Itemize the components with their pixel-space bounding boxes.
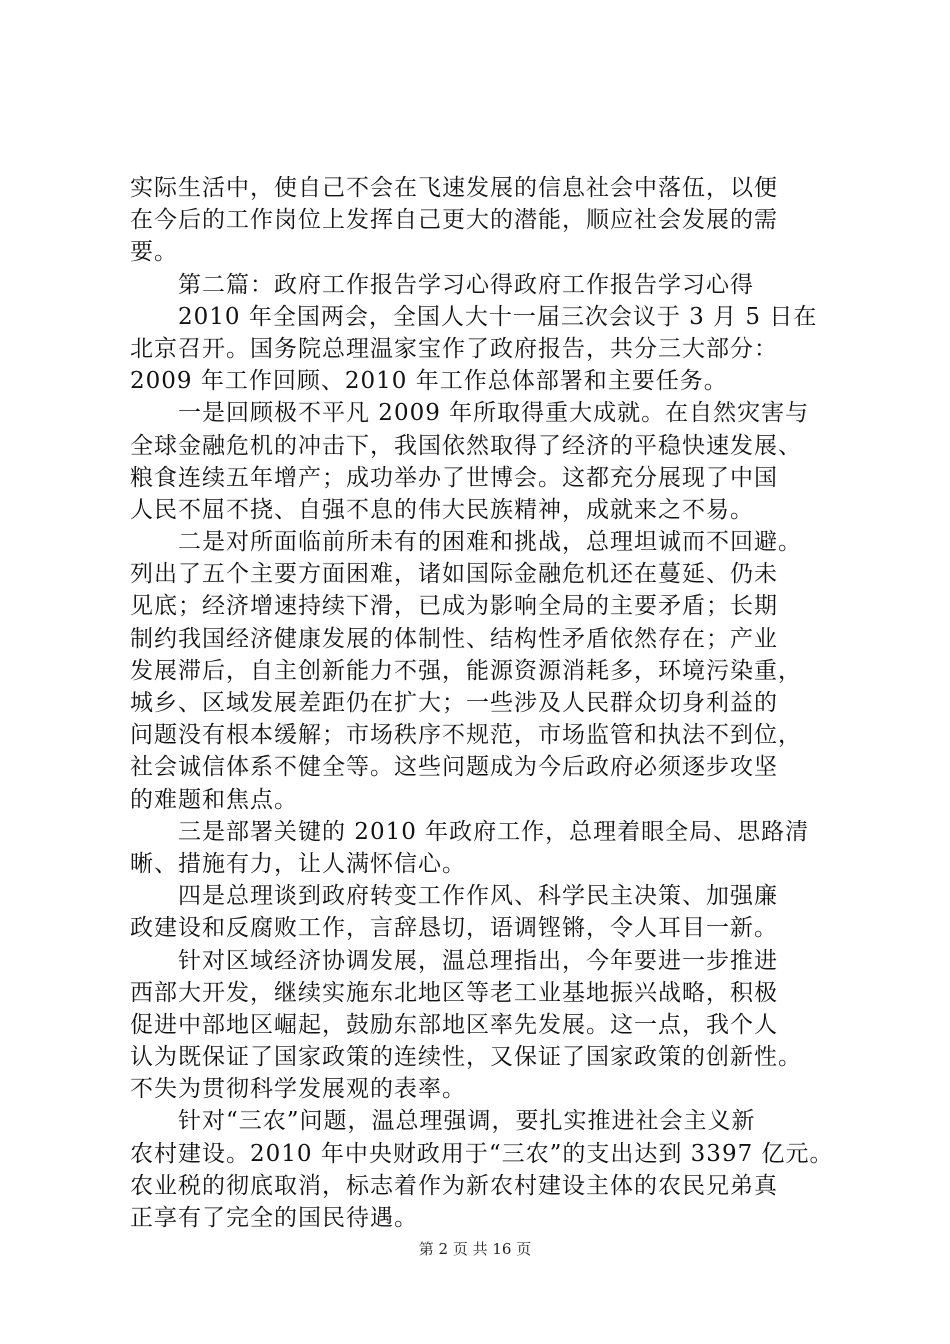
document-body — [130, 172, 834, 1234]
text-line: 针对“三农”问题，温总理强调，要扎实推进社会主义新 — [178, 1108, 756, 1135]
text-line: 二是对所面临前所未有的困难和挑战，总理坦诚而不回避。 — [178, 529, 802, 556]
text-line: 在今后的工作岗位上发挥自己更大的潜能，顺应社会发展的需 — [130, 207, 778, 234]
text-line: 要。 — [130, 239, 178, 266]
text-line: 社会诚信体系不健全等。这些问题成为今后政府必须逐步攻坚 — [130, 754, 778, 781]
text-line: 2010 年全国两会，全国人大十一届三次会议于 3 月 5 日在 — [178, 303, 818, 330]
text-line: 见底；经济增速持续下滑，已成为影响全局的主要矛盾；长期 — [130, 593, 778, 620]
text-line: 的难题和焦点。 — [130, 786, 298, 813]
text-line: 2009 年工作回顾、2010 年工作总体部署和主要任务。 — [130, 368, 728, 395]
section-heading: 第二篇：政府工作报告学习心得政府工作报告学习心得 — [178, 271, 754, 298]
text-line: 针对区域经济协调发展，温总理指出，今年要进一步推进 — [178, 947, 778, 974]
text-line: 不失为贯彻科学发展观的表率。 — [130, 1076, 466, 1103]
text-line: 晰、措施有力，让人满怀信心。 — [130, 850, 466, 877]
text-line: 北京召开。国务院总理温家宝作了政府报告，共分三大部分： — [130, 335, 778, 362]
text-line: 四是总理谈到政府转变工作作风、科学民主决策、加强廉 — [178, 883, 778, 910]
text-line: 认为既保证了国家政策的连续性，又保证了国家政策的创新性。 — [130, 1044, 802, 1071]
text-line: 三是部署关键的 2010 年政府工作，总理着眼全局、思路清 — [178, 818, 810, 845]
text-line: 城乡、区域发展差距仍在扩大；一些涉及人民群众切身利益的 — [130, 690, 778, 716]
text-line: 粮食连续五年增产；成功举办了世博会。这都充分展现了中国 — [130, 464, 778, 491]
text-line: 实际生活中，使自己不会在飞速发展的信息社会中落伍，以便 — [130, 175, 778, 201]
text-line: 问题没有根本缓解；市场秩序不规范，市场监管和执法不到位， — [130, 722, 802, 749]
text-line: 列出了五个主要方面困难，诸如国际金融危机还在蔓延、仍未 — [130, 561, 778, 588]
page-footer: 第 2 页 共 16 页 — [418, 1240, 532, 1258]
text-line: 人民不屈不挠、自强不息的伟大民族精神，成就来之不易。 — [130, 496, 754, 523]
text-line: 正享有了完全的国民待遇。 — [130, 1205, 418, 1231]
text-line: 促进中部地区崛起，鼓励东部地区率先发展。这一点，我个人 — [130, 1011, 778, 1038]
text-line: 发展滞后，自主创新能力不强，能源资源消耗多，环境污染重， — [130, 657, 802, 684]
text-line: 一是回顾极不平凡 2009 年所取得重大成就。在自然灾害与 — [178, 400, 810, 427]
text-line: 西部大开发，继续实施东北地区等老工业基地振兴战略，积极 — [130, 979, 778, 1006]
text-line: 政建设和反腐败工作，言辞恳切，语调铿锵，令人耳目一新。 — [130, 915, 778, 942]
text-line: 制约我国经济健康发展的体制性、结构性矛盾依然存在；产业 — [130, 625, 778, 652]
text-line: 农业税的彻底取消，标志着作为新农村建设主体的农民兄弟真 — [130, 1172, 778, 1199]
text-line: 全球金融危机的冲击下，我国依然取得了经济的平稳快速发展、 — [130, 432, 802, 459]
text-line: 农村建设。2010 年中央财政用于“三农”的支出达到 3397 亿元。 — [130, 1140, 834, 1167]
